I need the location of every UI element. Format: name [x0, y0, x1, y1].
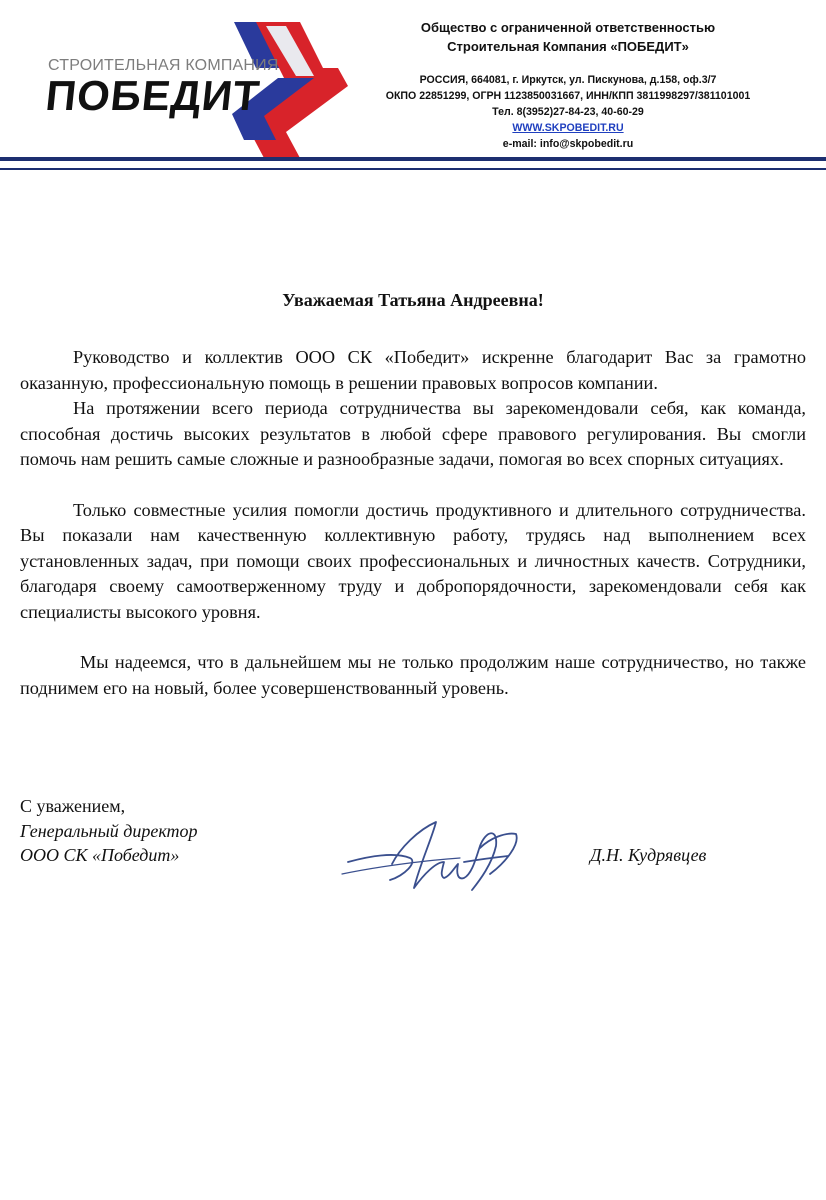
company-logo — [38, 20, 350, 162]
signer-name: Д.Н. Кудрявцев — [590, 845, 707, 865]
closing-phrase: С уважением, — [20, 796, 126, 816]
company-address: РОССИЯ, 664081, г. Иркутск, ул. Пискунова, д.158, оф.3/7 — [419, 74, 717, 86]
company-registration: ОКПО 22851299, ОГРН 1123850031667, ИНН/КПП 3811998297/381101001 — [385, 90, 751, 102]
company-name: Строительная Компания «ПОБЕДИТ» — [447, 39, 689, 54]
letter-paragraph: Только совместные усилия помогли достичь продуктивного и длительного сотрудничества. Вы показали нам качественную коллективную работу, трудясь над выполнением всех установленных задач, при помощи своих профессиональных и личностных качеств. Сотрудники, благодаря своему самоотверженному труду и добропорядочности, зарекомендовали себя как специалисты высокого уровня. — [20, 499, 806, 622]
handwritten-signature — [340, 818, 530, 900]
header-rule-thin — [0, 168, 826, 170]
letter-paragraph: Мы надеемся, что в дальнейшем мы не только продолжим наше сотрудничество, но также поднимем его на новый, более усовершенствованный уровень. — [20, 652, 806, 698]
letter-body — [20, 345, 806, 701]
company-email: e-mail: info@skpobedit.ru — [502, 138, 634, 150]
signer-position: Генеральный директор — [20, 820, 198, 841]
company-contacts — [350, 72, 786, 152]
company-website-link[interactable]: WWW.SKPOBEDIT.RU — [512, 122, 624, 134]
company-details — [350, 18, 786, 152]
letter-greeting: Уважаемая Татьяна Андреевна! — [282, 290, 544, 310]
company-legal-form: Общество с ограниченной ответственностью — [420, 20, 716, 35]
logo-name: ПОБЕДИТ — [43, 72, 263, 119]
company-phone: Тел. 8(3952)27-84-23, 40-60-29 — [492, 106, 644, 118]
logo-subtitle: СТРОИТЕЛЬНАЯ КОМПАНИЯ — [48, 57, 279, 74]
signature-block — [20, 794, 198, 868]
header-rule-thick — [0, 157, 826, 161]
signer-organization: ООО СК «Победит» — [20, 845, 180, 865]
letter-paragraph: На протяжении всего периода сотрудничества вы зарекомендовали себя, как команда, способная достичь высоких результатов в любой сфере правового регулирования. Вы смогли помочь нам решить самые сложные и разнообразные задачи, помогая во всех спорных ситуациях. — [20, 398, 806, 469]
letter-paragraph: Руководство и коллектив ООО СК «Победит» искренне благодарит Вас за грамотно оказанную, профессиональную помощь в решении правовых вопросов компании. — [20, 347, 806, 393]
